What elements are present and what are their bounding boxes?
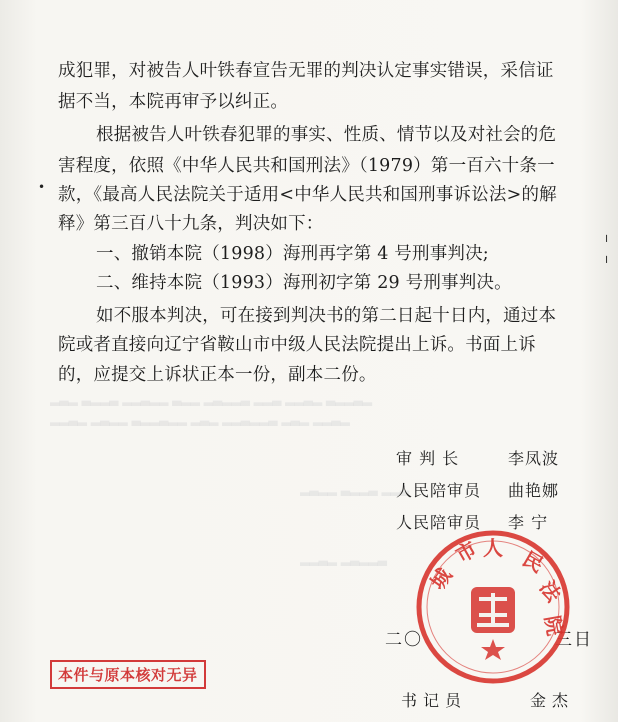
svg-text:民: 民 bbox=[518, 546, 548, 578]
show-through-text: ▂▂▃▂ ▂▃▂▂▃ bbox=[300, 552, 387, 566]
star-icon bbox=[481, 639, 505, 660]
svg-text:法: 法 bbox=[534, 576, 567, 607]
body-line: 如不服本判决，可在接到判决书的第二日起十日内，通过本 bbox=[96, 306, 557, 326]
verdict-item-1: 一、撤销本院（1998）海刑再字第 4 号刑事判决; bbox=[96, 244, 489, 264]
body-line: 的，应提交上诉状正本一份，副本二份。 bbox=[58, 365, 377, 385]
svg-text:城: 城 bbox=[425, 563, 457, 594]
svg-text:院: 院 bbox=[540, 613, 568, 638]
margin-tick: ╵ bbox=[603, 235, 611, 249]
body-line: 根据被告人叶铁春犯罪的事实、性质、情节以及对社会的危 bbox=[96, 125, 557, 145]
show-through-text: ▂▂▃▂ ▂▃▂▂ ▃▂▂▃▂▂ ▂▃▂ ▂▂▃▂▂▃ ▂▃▂ ▂▂▃▂ bbox=[50, 412, 350, 426]
body-line: 院或者直接向辽宁省鞍山市中级人民法院提出上诉。书面上诉 bbox=[58, 335, 536, 355]
signature-role: 人民陪审员 bbox=[396, 513, 482, 532]
body-line: 释》第三百八十九条，判决如下： bbox=[58, 214, 324, 234]
margin-dot: • bbox=[38, 180, 46, 194]
body-line: 成犯罪，对被告人叶铁春宣告无罪的判决认定事实错误，采信证 bbox=[58, 61, 554, 81]
svg-text:人: 人 bbox=[483, 536, 503, 560]
show-through-text: ▂▃▂▂ ▃▂▂▃ ▂▂▃ bbox=[300, 482, 410, 496]
show-through-text: ▂▃▂ ▃▂▂▃ ▂▂▃▂▂ ▃▂▂ ▂▃▂▂▃ ▂▂▃ ▂▂▃▂ ▃▂▂▃▂ bbox=[50, 392, 373, 406]
body-line: 害程度，依照《中华人民共和国刑法》（1979）第一百六十条一 bbox=[58, 156, 555, 176]
signature-role: 审 判 长 bbox=[396, 449, 460, 468]
body-line: 款，《最高人民法院关于适用<中华人民共和国刑事诉讼法>的解 bbox=[58, 185, 557, 205]
court-seal bbox=[413, 527, 573, 687]
signature-role: 人民陪审员 bbox=[396, 481, 482, 500]
certification-stamp: 本件与原本核对无异 bbox=[50, 660, 206, 689]
body-line: 据不当，本院再审予以纠正。 bbox=[58, 92, 289, 112]
date-end: 三日 bbox=[555, 630, 593, 650]
signature-name: 李 宁 bbox=[508, 513, 549, 532]
signature-name: 曲艳娜 bbox=[508, 481, 560, 500]
emblem-icon bbox=[471, 587, 515, 633]
verdict-item-2: 二、维持本院（1993）海刑初字第 29 号刑事判决。 bbox=[96, 273, 512, 293]
signature-name: 李凤波 bbox=[508, 449, 560, 468]
margin-tick: ╵ bbox=[603, 256, 611, 270]
svg-text:市: 市 bbox=[451, 536, 481, 568]
date-start: 二〇 bbox=[385, 630, 423, 650]
clerk-name: 金杰 bbox=[530, 691, 575, 710]
clerk-role: 书记员 bbox=[401, 691, 468, 710]
